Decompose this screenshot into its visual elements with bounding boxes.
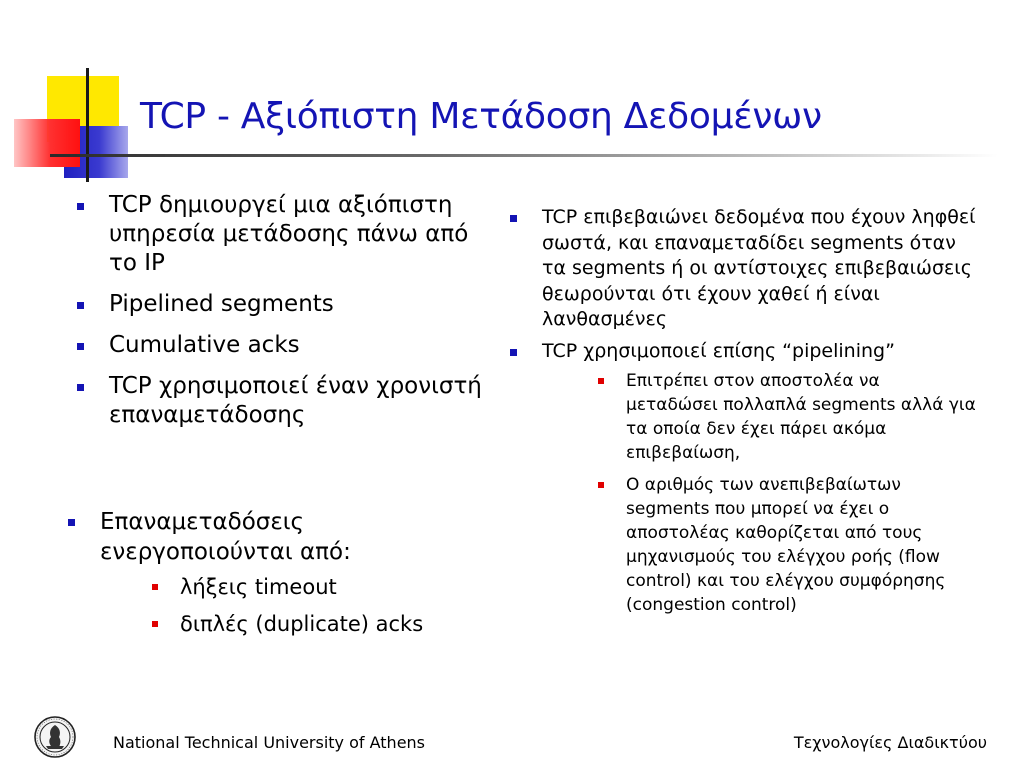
slide-title: TCP - Αξιόπιστη Μετάδοση Δεδομένων <box>140 96 822 137</box>
red-square-bullet-icon <box>598 378 604 384</box>
sub-list-item <box>598 473 976 617</box>
square-bullet-icon <box>510 215 517 222</box>
square-bullet-icon <box>77 203 84 210</box>
square-bullet-icon <box>77 384 84 391</box>
square-bullet-icon <box>77 302 84 309</box>
university-seal-icon <box>34 716 76 762</box>
bullet-text: Cumulative acks <box>109 332 300 358</box>
left-bullet-list <box>73 191 493 442</box>
list-item <box>73 191 493 278</box>
red-square-bullet-icon <box>598 482 604 488</box>
title-underline <box>50 154 998 157</box>
square-bullet-icon <box>77 343 84 350</box>
bullet-text: TCP χρησιμοποιεί έναν χρονιστή επαναμετάδοσης <box>109 373 482 428</box>
sub-bullet-text: Ο αριθμός των ανεπιβεβαίωτων segments που μπορεί να έχει ο αποστολέας καθορίζεται από τους μηχανισμούς του ελέγχου ροής (flow control) και του ελέγχου συμφόρησης (congestion control) <box>626 475 946 615</box>
list-item <box>506 339 976 618</box>
vertical-line-decoration <box>86 68 89 182</box>
sub-list-item <box>152 611 484 637</box>
red-square-bullet-icon <box>152 584 158 590</box>
sub-bullet-list <box>542 369 976 617</box>
retransmission-trigger-list <box>64 507 484 648</box>
bullet-text: TCP δημιουργεί μια αξιόπιστη υπηρεσία μετάδοσης πάνω από το IP <box>109 192 469 276</box>
list-item <box>73 290 493 319</box>
sub-bullet-text: Επιτρέπει στον αποστολέα να μεταδώσει πολλαπλά segments αλλά για τα οποία δεν έχει πάρει ακόμα επιβεβαίωση, <box>626 371 976 463</box>
footer-course-title: Τεχνολογίες Διαδικτύου <box>793 733 987 752</box>
list-item <box>73 372 493 430</box>
bullet-text: Pipelined segments <box>109 291 334 317</box>
footer-institution: National Technical University of Athens <box>113 733 426 752</box>
right-bullet-list <box>506 205 976 625</box>
sub-bullet-text: λήξεις timeout <box>180 575 337 599</box>
sub-bullet-text: διπλές (duplicate) acks <box>180 612 424 636</box>
sub-list-item <box>598 369 976 465</box>
list-item <box>64 507 484 637</box>
red-square-bullet-icon <box>152 621 158 627</box>
red-square-decoration <box>14 119 80 167</box>
sub-list-item <box>152 574 484 600</box>
list-item <box>73 331 493 360</box>
bullet-text: TCP χρησιμοποιεί επίσης “pipelining” <box>542 339 895 362</box>
sub-bullet-list <box>100 574 484 637</box>
square-bullet-icon <box>68 519 75 526</box>
bullet-text: TCP επιβεβαιώνει δεδομένα που έχουν ληφθεί σωστά, και επαναμεταδίδει segments όταν τα segments ή οι αντίστοιχες επιβεβαιώσεις θεωρούνται ότι έχουν χαθεί ή είναι λανθασμένες <box>542 206 976 330</box>
bullet-text: Επαναμεταδόσεις ενεργοποιούνται από: <box>100 509 351 565</box>
list-item <box>506 205 976 333</box>
square-bullet-icon <box>510 349 517 356</box>
